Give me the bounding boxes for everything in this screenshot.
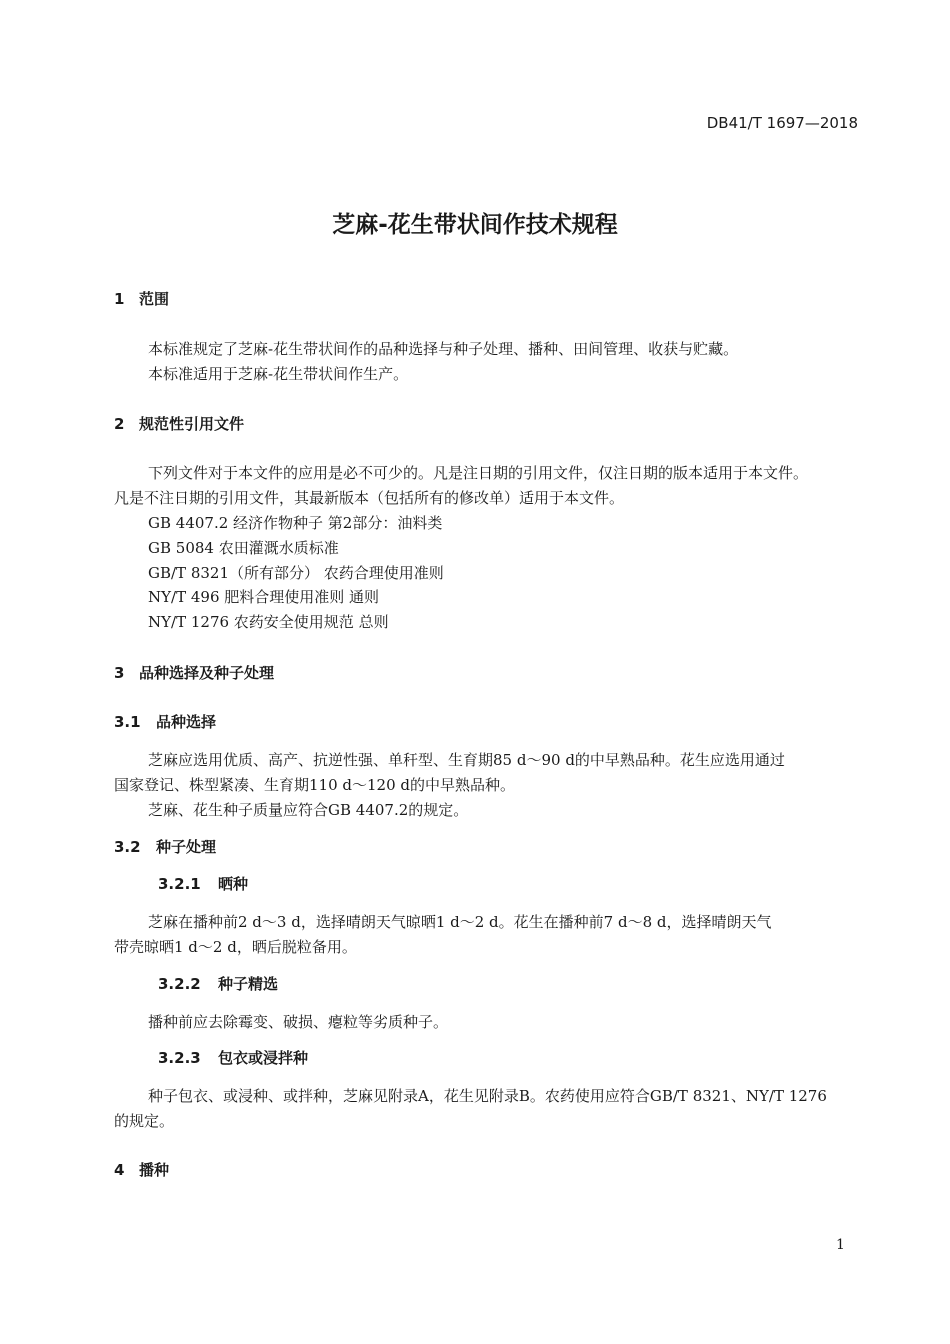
- seed-selection-paragraph: 播种前应去除霉变、破损、瘪粒等劣质种子。: [148, 1013, 449, 1031]
- sun-drying-line-1: 芝麻在播种前2 d～3 d，选择晴朗天气晾晒1 d～2 d。花生在播种前7 d～8 d，选择晴朗天气: [148, 913, 772, 931]
- subsection-title: 品种选择: [156, 713, 217, 731]
- subsubsection-title: 包衣或浸拌种: [218, 1049, 309, 1067]
- section-number: 4: [114, 1161, 125, 1179]
- subsubsection-heading-3-2-2: [158, 973, 278, 994]
- reference-item: NY/T 1276 农药安全使用规范 总则: [148, 613, 389, 631]
- section-heading-scope: [114, 288, 169, 309]
- section-heading-normative-references: [114, 413, 244, 434]
- subsubsection-number: 3.2.1: [158, 875, 201, 893]
- subsection-number: 3.2: [114, 838, 141, 856]
- section-heading-sowing: [114, 1159, 169, 1180]
- subsubsection-heading-3-2-1: [158, 873, 248, 894]
- section-heading-variety-selection: [114, 662, 274, 683]
- subsubsection-title: 种子精选: [218, 975, 279, 993]
- reference-item: GB 4407.2 经济作物种子 第2部分：油料类: [148, 514, 443, 532]
- references-intro-line-2: 凡是不注日期的引用文件，其最新版本（包括所有的修改单）适用于本文件。: [114, 489, 625, 507]
- section-number: 1: [114, 290, 125, 308]
- section-title: 规范性引用文件: [139, 415, 245, 433]
- reference-item: GB 5084 农田灌溉水质标准: [148, 539, 339, 557]
- reference-item: GB/T 8321（所有部分） 农药合理使用准则: [148, 564, 444, 582]
- section-title: 范围: [139, 290, 170, 308]
- subsubsection-number: 3.2.3: [158, 1049, 201, 1067]
- subsection-title: 种子处理: [156, 838, 217, 856]
- subsection-heading-3-1: [114, 711, 216, 732]
- reference-item: NY/T 496 肥料合理使用准则 通则: [148, 588, 380, 606]
- page-number: 1: [836, 1237, 845, 1253]
- scope-paragraph-2: 本标准适用于芝麻-花生带状间作生产。: [148, 365, 409, 383]
- section-title: 播种: [139, 1161, 170, 1179]
- subsection-heading-3-2: [114, 836, 216, 857]
- references-intro-line-1: 下列文件对于本文件的应用是必不可少的。凡是注日期的引用文件，仅注日期的版本适用于本文件。: [148, 464, 809, 482]
- sun-drying-line-2: 带壳晾晒1 d～2 d，晒后脱粒备用。: [114, 938, 357, 956]
- section-title: 品种选择及种子处理: [139, 664, 275, 682]
- subsubsection-heading-3-2-3: [158, 1047, 308, 1068]
- scope-paragraph-1: 本标准规定了芝麻-花生带状间作的品种选择与种子处理、播种、田间管理、收获与贮藏。: [148, 340, 739, 358]
- subsection-number: 3.1: [114, 713, 141, 731]
- variety-paragraph-line-1: 芝麻应选用优质、高产、抗逆性强、单秆型、生育期85 d～90 d的中早熟品种。花生应选用通过: [148, 751, 785, 769]
- subsubsection-title: 晒种: [218, 875, 249, 893]
- section-number: 3: [114, 664, 125, 682]
- seed-coating-line-2: 的规定。: [114, 1112, 175, 1130]
- subsubsection-number: 3.2.2: [158, 975, 201, 993]
- seed-coating-line-1: 种子包衣、或浸种、或拌种，芝麻见附录A，花生见附录B。农药使用应符合GB/T 8321、NY/T 1276: [148, 1087, 827, 1105]
- variety-paragraph-line-2: 国家登记、株型紧凑、生育期110 d～120 d的中早熟品种。: [114, 776, 516, 794]
- document-title: 芝麻-花生带状间作技术规程: [332, 212, 618, 238]
- document-code: DB41/T 1697—2018: [706, 114, 858, 132]
- section-number: 2: [114, 415, 125, 433]
- variety-paragraph-2: 芝麻、花生种子质量应符合GB 4407.2的规定。: [148, 801, 469, 819]
